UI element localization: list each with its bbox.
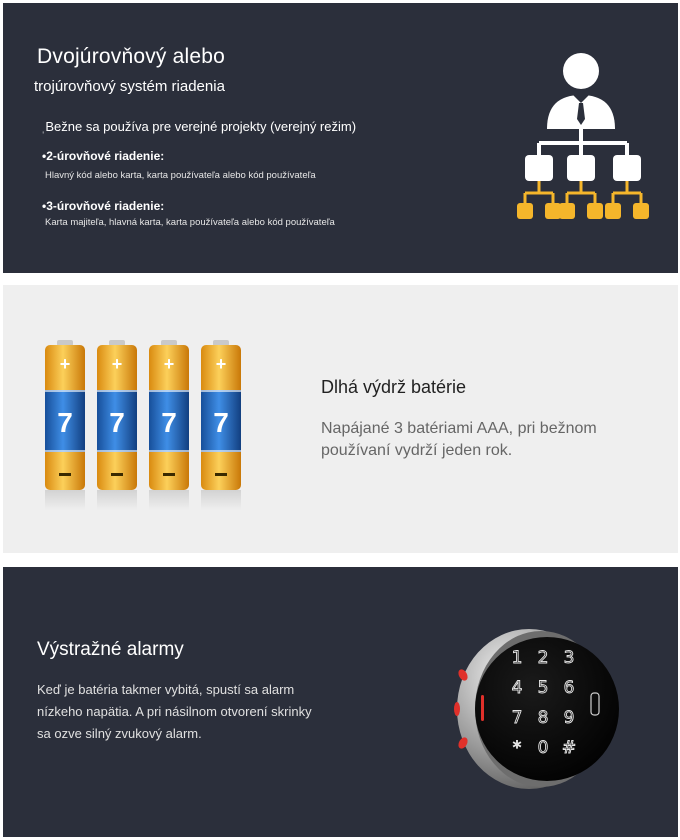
section-title: Dlhá výdrž batérie [321, 377, 467, 397]
key-4[interactable]: 4 [511, 678, 523, 698]
bullet-public-mode [41, 119, 356, 134]
svg-text:7: 7 [213, 407, 229, 438]
key-0[interactable]: 0 [537, 738, 549, 758]
bullet-three-level-text: Karta majiteľa, hlavná karta, karta používateľa alebo kód používateľa [45, 217, 335, 228]
key-3[interactable]: 3 [563, 648, 575, 668]
org-hierarchy-icon [513, 51, 653, 231]
section-title: Výstražné alarmy [37, 639, 184, 660]
aaa-batteries-image [39, 340, 254, 515]
section-text: Keď je batéria takmer vybitá, spustí sa alarm nízkeho napätia. A pri násilnom otvorení skrinky sa ozve silný zvukový alarm. [37, 682, 312, 741]
bullet-three-level-heading: •3-úrovňové riadenie: [42, 199, 165, 213]
svg-text:+: + [215, 354, 227, 374]
key-1[interactable]: 1 [511, 648, 523, 668]
key-9[interactable]: 9 [563, 708, 575, 728]
section-subtitle: trojúrovňový systém riadenia [34, 78, 225, 95]
key-star[interactable]: * [512, 738, 522, 758]
bullet-text: Bežne sa používa pre verejné projekty (verejný režim) [45, 119, 357, 134]
svg-text:+: + [59, 354, 71, 374]
section-title: Dvojúrovňový alebo [37, 45, 226, 68]
bullet-marker: • [42, 199, 47, 213]
bullet-marker: ˌ [41, 119, 46, 134]
keypad-lock-image [443, 617, 623, 797]
svg-text:7: 7 [109, 407, 125, 438]
bullet-two-level-heading: •2-úrovňové riadenie: [42, 149, 165, 163]
key-8[interactable]: 8 [537, 708, 549, 728]
section-text: Napájané 3 batériami AAA, pri bežnom používaní vydrží jeden rok. [321, 420, 597, 459]
bullet-marker: • [42, 149, 47, 163]
key-hash[interactable]: # [561, 738, 577, 758]
svg-text:+: + [163, 354, 175, 374]
key-6[interactable]: 6 [563, 678, 575, 698]
key-5[interactable]: 5 [537, 678, 549, 698]
key-2[interactable]: 2 [537, 648, 549, 668]
svg-text:+: + [111, 354, 123, 374]
battery-group [45, 340, 241, 510]
control-system-panel [3, 3, 678, 273]
svg-text:7: 7 [57, 407, 73, 438]
bullet-two-level-text: Hlavný kód alebo karta, karta používateľa alebo kód používateľa [45, 170, 316, 181]
key-7[interactable]: 7 [511, 708, 523, 728]
battery-panel [3, 285, 678, 553]
svg-text:7: 7 [161, 407, 177, 438]
alarm-panel [3, 567, 678, 837]
